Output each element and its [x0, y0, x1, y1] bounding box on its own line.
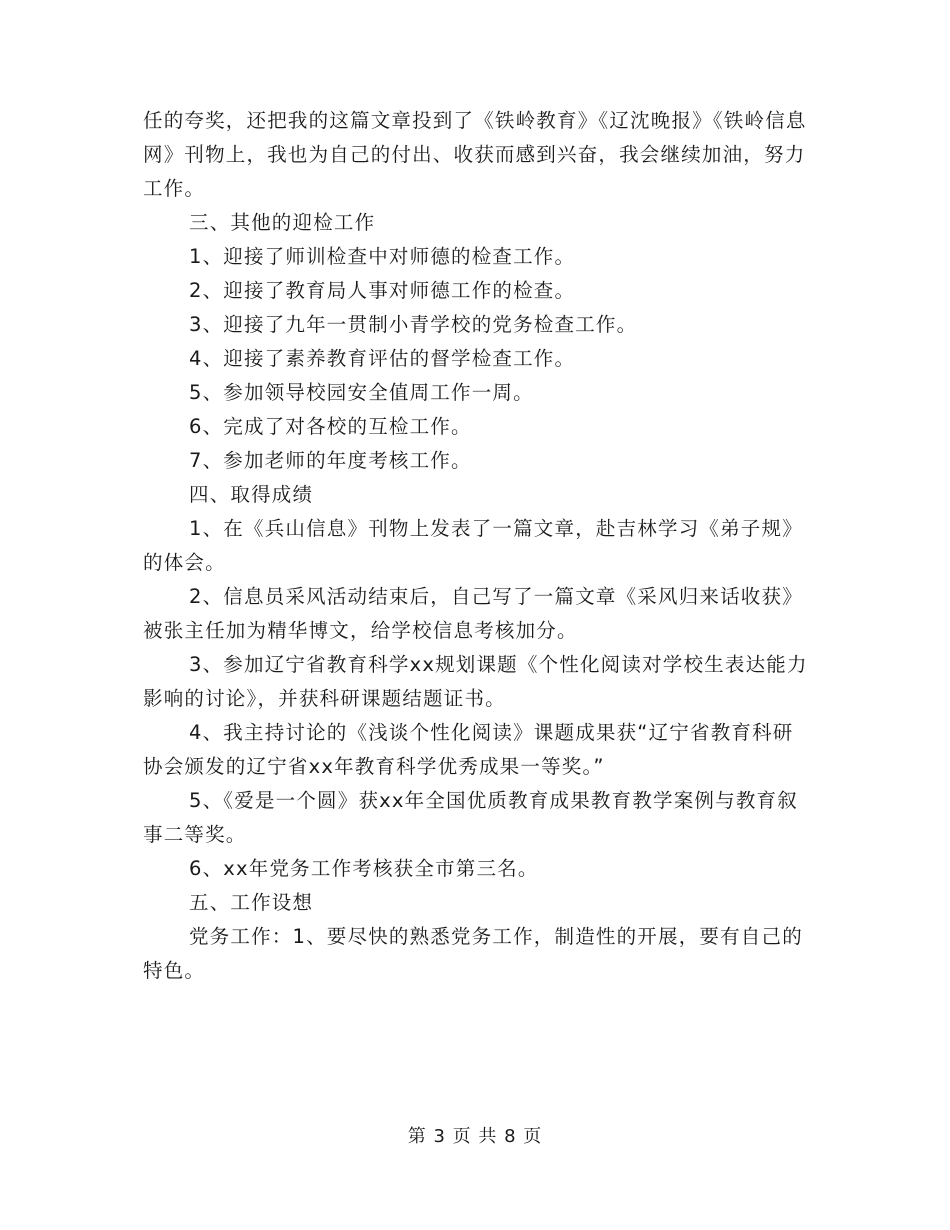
- list-item: 3、迎接了九年一贯制小青学校的党务检查工作。: [189, 313, 638, 336]
- list-item: 2、信息员采风活动结束后，自己写了一篇文章《采风归来话收获》被张主任加为精华博文，给学校信息考核加分。: [143, 585, 803, 642]
- list-item: 1、迎接了师训检查中对师德的检查工作。: [189, 245, 576, 268]
- page-number-footer: 第 3 页 共 8 页: [407, 1126, 543, 1147]
- list-item: 5、参加领导校园安全值周工作一周。: [189, 381, 534, 404]
- paragraph: 党务工作：1、要尽快的熟悉党务工作，制造性的开展，要有自己的特色。: [143, 925, 803, 982]
- list-item: 5、《爱是一个圆》获xx年全国优质教育成果教育教学案例与教育叙事二等奖。: [143, 789, 798, 846]
- paragraph: 任的夸奖，还把我的这篇文章投到了《铁岭教育》《辽沈晚报》《铁岭信息网》刊物上，我也为自己的付出、收获而感到兴奋，我会继续加油，努力工作。: [143, 109, 807, 200]
- document-body: [143, 104, 811, 988]
- list-item: 1、在《兵山信息》刊物上发表了一篇文章，赴吉林学习《弟子规》的体会。: [143, 517, 803, 574]
- section-heading: 四、取得成绩: [189, 483, 314, 506]
- section-heading: 三、其他的迎检工作: [189, 211, 376, 234]
- list-item: 7、参加老师的年度考核工作。: [189, 449, 472, 472]
- list-item: 4、我主持讨论的《浅谈个性化阅读》课题成果获“辽宁省教育科研协会颁发的辽宁省xx年教育科学优秀成果一等奖。”: [143, 721, 794, 778]
- list-item: 2、迎接了教育局人事对师德工作的检查。: [189, 279, 576, 302]
- list-item: 6、xx年党务工作考核获全市第三名。: [189, 857, 539, 880]
- list-item: 4、迎接了素养教育评估的督学检查工作。: [189, 347, 576, 370]
- section-heading: 五、工作设想: [189, 891, 314, 914]
- list-item: 3、参加辽宁省教育科学xx规划课题《个性化阅读对学校生表达能力影响的讨论》，并获科研课题结题证书。: [143, 653, 808, 710]
- list-item: 6、完成了对各校的互检工作。: [189, 415, 472, 438]
